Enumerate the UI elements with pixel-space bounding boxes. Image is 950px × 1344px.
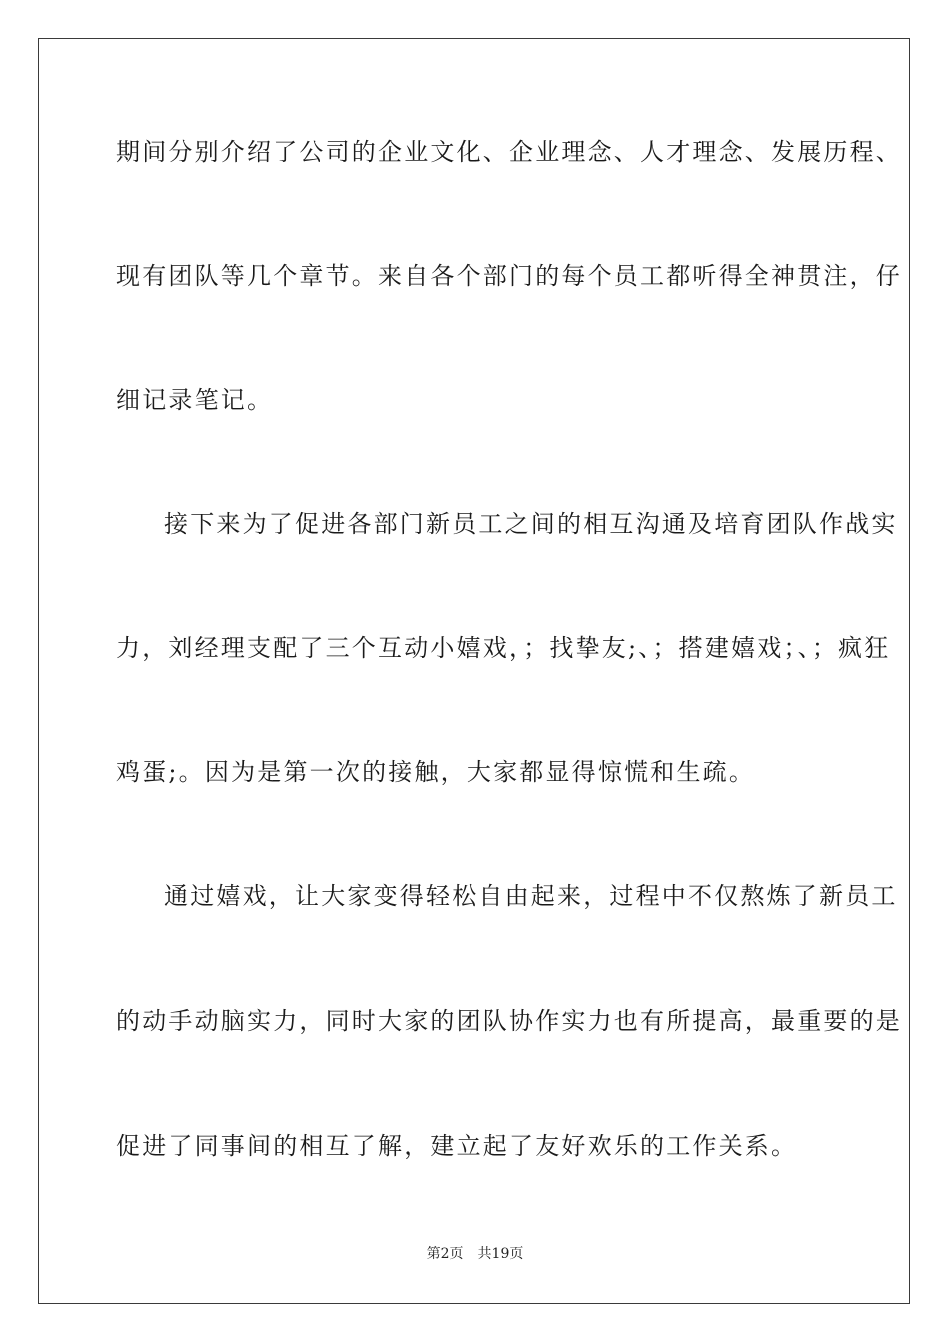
paragraph-1-line-3: 细记录笔记。 [116,386,274,414]
paragraph-2-line-1: 接下来为了促进各部门新员工之间的相互沟通及培育团队作战实 [164,510,898,538]
page-border [38,38,910,1304]
paragraph-1-line-2: 现有团队等几个章节。来自各个部门的每个员工都听得全神贯注，仔 [116,262,902,290]
paragraph-3-line-3: 促进了同事间的相互了解，建立起了友好欢乐的工作关系。 [116,1132,798,1160]
paragraph-3-line-1: 通过嬉戏，让大家变得轻松自由起来，过程中不仅熬炼了新员工 [164,882,898,910]
paragraph-1-line-1: 期间分别介绍了公司的企业文化、企业理念、人才理念、发展历程、 [116,138,902,166]
current-page-label: 第2页 [426,1246,464,1262]
paragraph-2-line-3: 鸡蛋;。因为是第一次的接触，大家都显得惊慌和生疏。 [116,758,756,786]
paragraph-2-line-2: 力，刘经理支配了三个互动小嬉戏，；找挚友;、；搭建嬉戏；、；疯狂 [116,634,891,662]
page-footer [0,1244,950,1264]
total-pages-label: 共19页 [477,1246,524,1262]
paragraph-3-line-2: 的动手动脑实力，同时大家的团队协作实力也有所提高，最重要的是 [116,1007,902,1035]
